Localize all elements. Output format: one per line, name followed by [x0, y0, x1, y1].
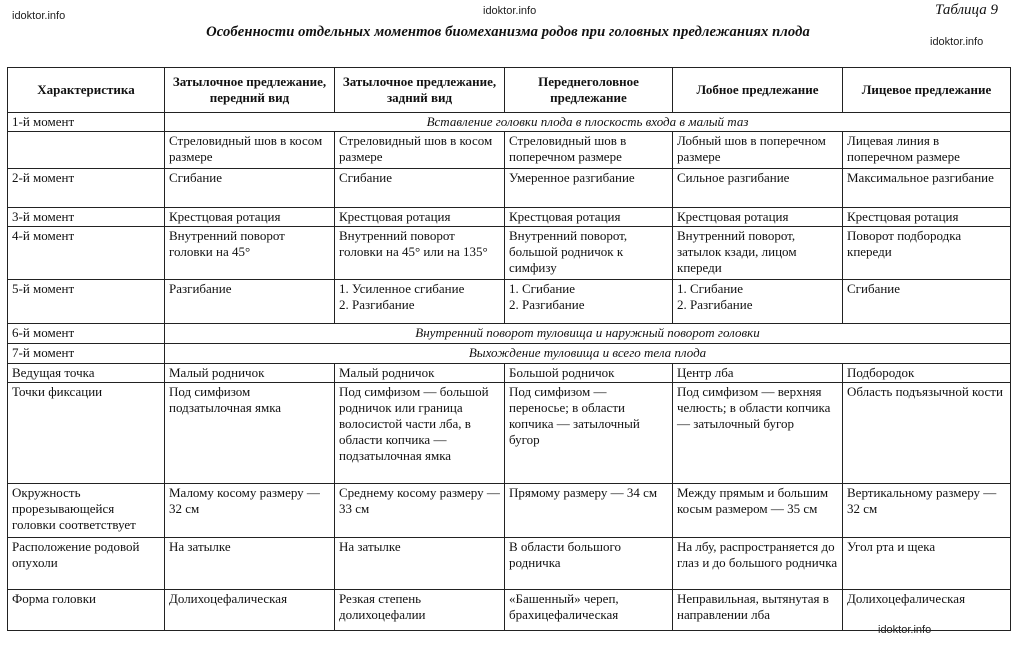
table-cell: 1. Сгибание 2. Разгибание	[505, 280, 673, 324]
table-cell: Крестцовая ротация	[505, 208, 673, 227]
table-row	[8, 538, 1011, 590]
watermark-top-left: idoktor.info	[12, 10, 66, 22]
row-label: Окружность прорезывающейся головки соответствует	[8, 484, 165, 538]
table-cell: Большой родничок	[505, 364, 673, 383]
table-cell: Вертикальному размеру — 32 см	[843, 484, 1011, 538]
table-cell: На затылке	[335, 538, 505, 590]
table-cell: На лбу, распространяется до глаз и до большого родничка	[673, 538, 843, 590]
table-cell: Сгибание	[165, 169, 335, 208]
merged-cell: Внутренний поворот туловища и наружный поворот головки	[165, 324, 1011, 344]
table-row	[8, 132, 1011, 169]
row-label: 7-й момент	[8, 344, 165, 364]
table-cell: Среднему косому размеру — 33 см	[335, 484, 505, 538]
table-cell: 1. Усиленное сгибание 2. Разгибание	[335, 280, 505, 324]
table-cell: Умеренное разгибание	[505, 169, 673, 208]
table-row	[8, 484, 1011, 538]
merged-cell: Вставление головки плода в плоскость входа в малый таз	[165, 113, 1011, 132]
merged-cell: Выхождение туловища и всего тела плода	[165, 344, 1011, 364]
table-cell: Крестцовая ротация	[335, 208, 505, 227]
table-cell: Резкая степень долихоцефалии	[335, 590, 505, 631]
table-cell: Малый родничок	[165, 364, 335, 383]
row-label: Ведущая точка	[8, 364, 165, 383]
table-row	[8, 169, 1011, 208]
table-cell: Внутренний поворот, большой родничок к симфизу	[505, 227, 673, 280]
row-label: 6-й момент	[8, 324, 165, 344]
table-cell: Под симфизом — верхняя челюсть; в области копчика — затылочный бугор	[673, 383, 843, 484]
table-row	[8, 344, 1011, 364]
row-label: 1-й момент	[8, 113, 165, 132]
table-row	[8, 280, 1011, 324]
table-cell: Сгибание	[335, 169, 505, 208]
header-occipital-anterior: Затылочное предлежание, передний вид	[165, 68, 335, 113]
table-cell: Разгибание	[165, 280, 335, 324]
header-row	[8, 68, 1011, 113]
table-row	[8, 324, 1011, 344]
table-cell: Угол рта и щека	[843, 538, 1011, 590]
table-cell: Лицевая линия в поперечном размере	[843, 132, 1011, 169]
table-cell: Стреловидный шов в поперечном размере	[505, 132, 673, 169]
table-cell: Внутренний поворот, затылок кзади, лицом кпереди	[673, 227, 843, 280]
table-cell: Крестцовая ротация	[843, 208, 1011, 227]
table-cell: Под симфизом подзатылочная ямка	[165, 383, 335, 484]
table-cell: Лобный шов в поперечном размере	[673, 132, 843, 169]
table-cell: Под симфизом — переносье; в области копчика — затылочный бугор	[505, 383, 673, 484]
table-row	[8, 113, 1011, 132]
row-label: Точки фиксации	[8, 383, 165, 484]
table-row	[8, 590, 1011, 631]
table-cell: Подбородок	[843, 364, 1011, 383]
row-label: Форма головки	[8, 590, 165, 631]
table-cell: «Башенный» череп, брахицефалическая	[505, 590, 673, 631]
table-cell: Долихоцефалическая	[165, 590, 335, 631]
table-cell: Прямому размеру — 34 см	[505, 484, 673, 538]
table-cell: 1. Сгибание 2. Разгибание	[673, 280, 843, 324]
table-cell: Внутренний поворот головки на 45°	[165, 227, 335, 280]
row-label	[8, 132, 165, 169]
table-cell: Сильное разгибание	[673, 169, 843, 208]
watermark-top-center: idoktor.info	[483, 5, 537, 17]
biomechanism-table	[7, 67, 1011, 631]
row-label: 2-й момент	[8, 169, 165, 208]
table-cell: Сгибание	[843, 280, 1011, 324]
table-row	[8, 227, 1011, 280]
table-row	[8, 208, 1011, 227]
table-cell: Стреловидный шов в косом размере	[165, 132, 335, 169]
table-row	[8, 383, 1011, 484]
watermark-top-right: idoktor.info	[930, 36, 984, 48]
table-cell: В области большого родничка	[505, 538, 673, 590]
row-label: 3-й момент	[8, 208, 165, 227]
table-cell: Под симфизом — большой родничок или граница волосистой части лба, в области копчика — подзатылочная ямка	[335, 383, 505, 484]
table-cell: Неправильная, вытянутая в направлении лба	[673, 590, 843, 631]
table-cell: Стреловидный шов в косом размере	[335, 132, 505, 169]
table-cell: Малому косому размеру — 32 см	[165, 484, 335, 538]
table-cell: На затылке	[165, 538, 335, 590]
table-cell: Между прямым и большим косым размером — 35 см	[673, 484, 843, 538]
table-cell: Малый родничок	[335, 364, 505, 383]
table-row	[8, 364, 1011, 383]
row-label: 4-й момент	[8, 227, 165, 280]
row-label: Расположение родовой опухоли	[8, 538, 165, 590]
table-cell: Внутренний поворот головки на 45° или на 135°	[335, 227, 505, 280]
table-cell: Крестцовая ротация	[165, 208, 335, 227]
header-face: Лицевое предлежание	[843, 68, 1011, 113]
table-number-label: Таблица 9	[935, 2, 998, 18]
header-occipital-posterior: Затылочное предлежание, задний вид	[335, 68, 505, 113]
header-anterior-cephalic: Переднеголовное предлежание	[505, 68, 673, 113]
table-cell: Область подъязычной кости	[843, 383, 1011, 484]
header-brow: Лобное предлежание	[673, 68, 843, 113]
table-cell: Центр лба	[673, 364, 843, 383]
table-cell: Долихоцефалическая	[843, 590, 1011, 631]
header-characteristic: Характеристика	[8, 68, 165, 113]
row-label: 5-й момент	[8, 280, 165, 324]
page-title: Особенности отдельных моментов биомеханизма родов при головных предлежаниях плода	[206, 24, 810, 40]
watermark-bottom-right: idoktor.info	[878, 624, 932, 636]
table-cell: Поворот подбородка кпереди	[843, 227, 1011, 280]
table-cell: Максимальное разгибание	[843, 169, 1011, 208]
table-cell: Крестцовая ротация	[673, 208, 843, 227]
